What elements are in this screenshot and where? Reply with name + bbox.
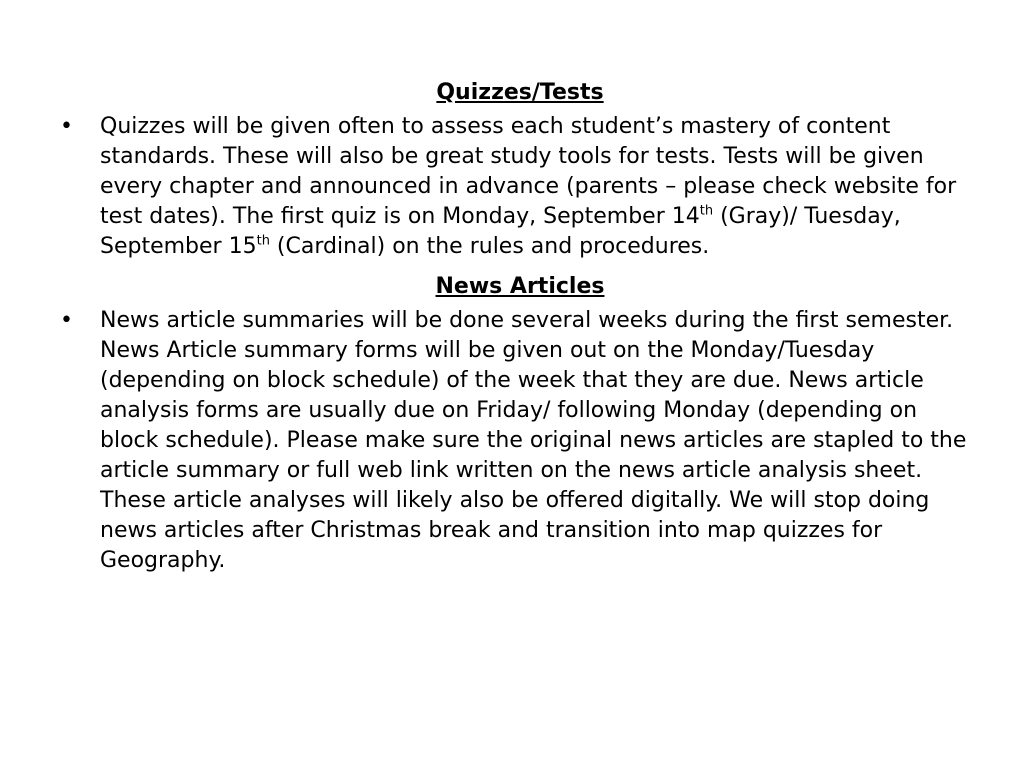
news-paragraph: News article summaries will be done several weeks during the first semester. News Article summary forms will be given out on the Monday/Tuesday (depending on block schedule) of the week that they are due. News article analysis forms are usually due on Friday/ following Monday (depending on block schedule). Please make sure the original news articles are stapled to the article summary or full web link written on the news article analysis sheet. These article analyses will likely also be offered digitally. We will stop doing news articles after Christmas break and transition into map quizzes for Geography.: [100, 308, 967, 573]
quizzes-text-part1: Quizzes will be given often to assess each student’s mastery of content standards. These will also be great study tools for tests. Tests will be given every chapter and announced in advance (parents – please check website for test dates). The first quiz is on Monday, September 14: [100, 114, 957, 229]
slide-content: [60, 78, 980, 576]
quizzes-tests-heading: Quizzes/Tests: [436, 80, 604, 105]
quizzes-bullet-item: [60, 112, 980, 262]
superscript-th-1: th: [699, 203, 714, 219]
quizzes-text-part3: (Cardinal) on the rules and procedures.: [269, 234, 710, 259]
bullet-icon: •: [60, 308, 73, 333]
news-articles-heading: News Articles: [435, 274, 605, 299]
quizzes-paragraph: [100, 112, 980, 262]
quizzes-text-part2: (Gray)/ Tuesday, September 15: [100, 204, 901, 259]
superscript-th-2: th: [256, 233, 270, 249]
news-bullet-item: [60, 306, 980, 576]
bullet-icon: •: [60, 114, 73, 139]
